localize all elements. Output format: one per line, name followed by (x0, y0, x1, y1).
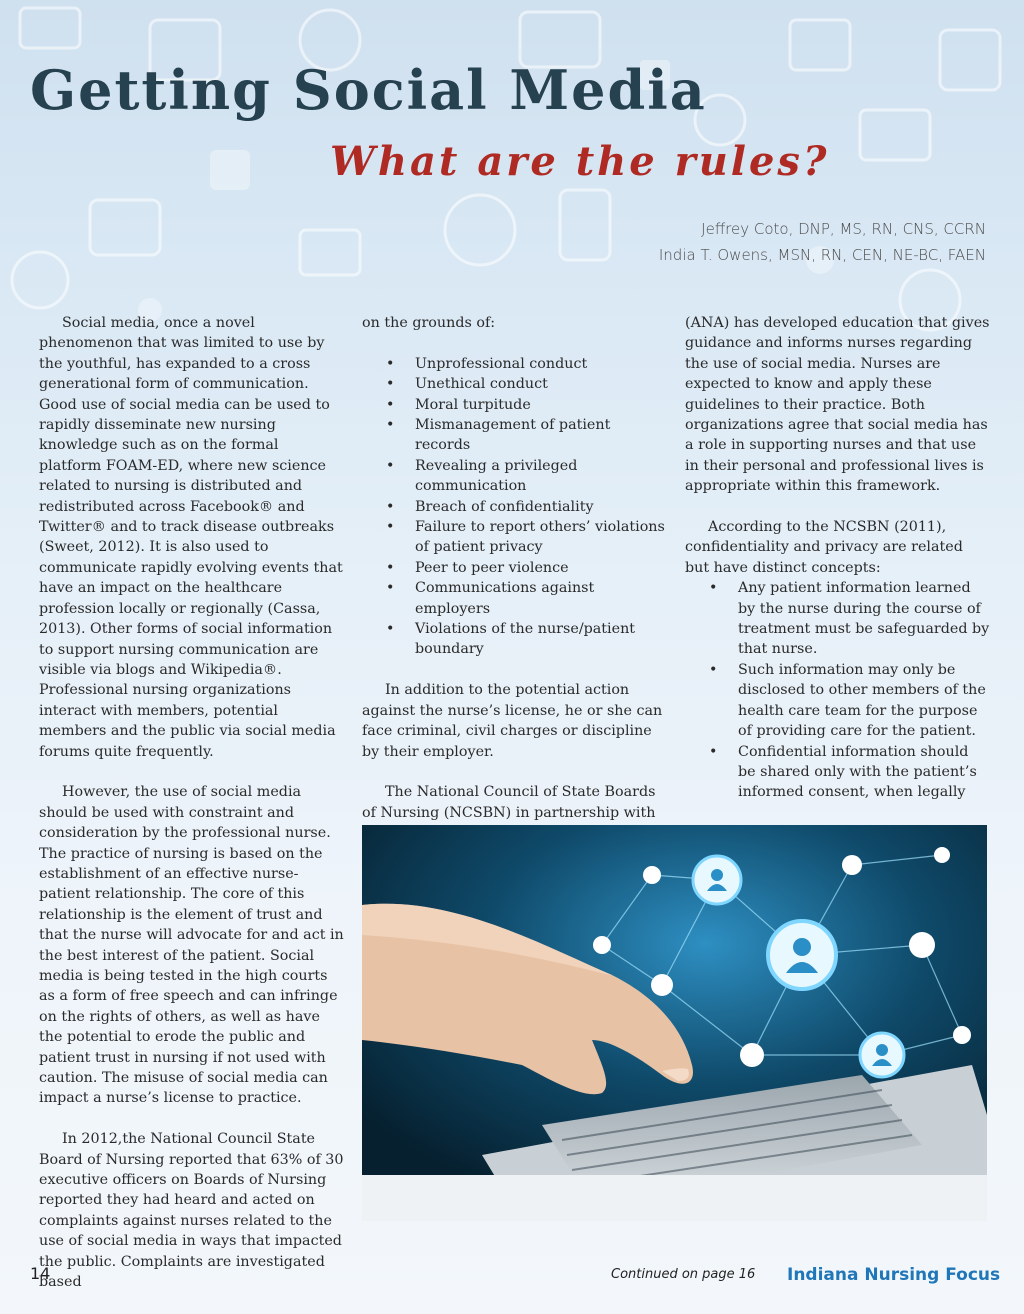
list-item: • Peer to peer violence (362, 558, 667, 578)
list-item: • Failure to report others’ violations of patient privacy (362, 517, 667, 558)
list-item: • Breach of confidentiality (362, 497, 667, 517)
list-item: • Unprofessional conduct (362, 354, 667, 374)
paragraph: In addition to the potential action against the nurse’s license, he or she can face criminal, civil charges or discipline by their employer. (362, 682, 663, 760)
grounds-list (362, 354, 667, 660)
paragraph: on the grounds of: (362, 315, 496, 331)
magazine-name: Indiana Nursing Focus (787, 1265, 1001, 1285)
paragraph: (ANA) has developed education that gives guidance and informs nurses regarding the use of social media. Nurses are expected to know and apply these guidelines to their practice. Both organizations agree that social media has a role in supporting nurses and that use in their personal and professional lives is appropriate within this framework. (685, 315, 990, 495)
list-item: • Violations of the nurse/patient boundary (362, 619, 667, 660)
text-column-1 (39, 313, 344, 1292)
paragraph: Social media, once a novel phenomenon that was limited to use by the youthful, has expanded to a cross generational form of communication. Good use of social media can be used to rapidly disseminate new nursing knowledge such as on the formal platform FOAM-ED, where new science related to nursing is distributed and redistributed across Facebook® and Twitter® and to track disease outbreaks (Sweet, 2012). It is also used to communicate rapidly evolving events that have an impact on the healthcare profession locally or regionally (Cassa, 2013). Other forms of social information to support nursing communication are visible via blogs and Wikipedia®. Professional nursing organizations interact with members, potential members and the public via social media forums quite frequently. (39, 315, 343, 760)
list-item: • Moral turpitude (362, 395, 667, 415)
page-number: 14 (30, 1264, 51, 1283)
paragraph: In 2012,the National Council State Board of Nursing reported that 63% of 30 executive officers on Boards of Nursing reported they had heard and acted on complaints against nurses related to the use of social media in ways that impacted the public. Complaints are investigated based (39, 1131, 344, 1291)
list-item: • Confidential information should be shared only with the patient’s informed consent, when legally (685, 742, 990, 803)
list-item: • Any patient information learned by the nurse during the course of treatment must be safeguarded by that nurse. (685, 578, 990, 660)
author-1: Jeffrey Coto, DNP, MS, RN, CNS, CCRN (701, 220, 986, 238)
continued-note: Continued on page 16 (611, 1267, 756, 1282)
article-title: Getting Social Media (30, 58, 707, 122)
list-item: • Such information may only be disclosed to other members of the health care team for the purpose of providing care for the patient. (685, 660, 990, 742)
author-2: India T. Owens, MSN, RN, CEN, NE-BC, FAEN (658, 246, 986, 264)
list-item: • Mismanagement of patient records (362, 415, 667, 456)
text-column-2 (362, 313, 667, 844)
list-item: • Communications against employers (362, 578, 667, 619)
author-byline (659, 216, 986, 268)
concepts-list (685, 578, 990, 802)
list-item: • Unethical conduct (362, 374, 667, 394)
paragraph: The National Council of State Boards of Nursing (NCSBN) in partnership with (362, 784, 656, 821)
paragraph: According to the NCSBN (2011), confidentiality and privacy are related but have distinct concepts: (685, 519, 963, 576)
article-subtitle: What are the rules? (330, 138, 830, 185)
paragraph: However, the use of social media should be used with constraint and consideration by the professional nurse. The practice of nursing is based on the establishment of an effective nurse-patient relationship. The core of this relationship is the element of trust and that the nurse will advocate for and act in the best interest of the patient. Social media is being tested in the high courts as a form of free speech and can infringe on the rights of others, as well as have the potential to erode the public and patient trust in nursing if not used with caution. The misuse of social media can impact a nurse’s license to practice. (39, 784, 344, 1107)
list-item: • Revealing a privileged communication (362, 456, 667, 497)
text-column-3 (685, 313, 990, 803)
laptop-social-network-photo (362, 825, 987, 1221)
